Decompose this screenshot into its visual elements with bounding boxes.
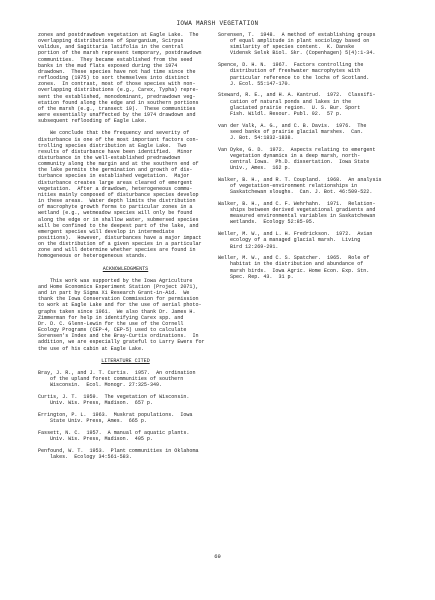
reference-line: seed banks of prairie glacial marshes. Can. [230,128,364,135]
reference-line: Steward, R. E., and H. A. Kantrud. 1972. Classifi- [218,92,376,99]
reference-line: Weller, M. W., and L. H. Fredrickson. 1972. Avian [218,231,373,238]
reference-line: Univ., Ames. 162 p. [230,165,291,172]
page-number: 69 [214,553,221,560]
reference-line: vegetation dynamics in a deep marsh, north- [230,152,361,159]
text-line: banks in the mud flats exposed during the 1974 [38,62,178,69]
text-line: wetland (e.g., wetmeadow species will only be found [38,210,193,217]
text-line: will be confined to the deepest part of the lake, and [38,222,199,229]
text-line: were essentially unaffected by the 1974 drawdown and [38,112,196,119]
text-line: on the distribution of a given species in a particular [38,241,202,248]
reference-line: Curtis, J. T. 1959. The vegetation of Wisconsin. [38,393,190,400]
reference-line: Fish. Wildl. Resour. Publ. 92. 57 p. [230,110,343,117]
reference-line: Errington, P. L. 1963. Muskrat populations. Iowa [38,411,193,418]
text-line: thank the Iowa Conservation Commission for permission [38,296,199,303]
reference-entry [38,394,213,406]
reference-entry [218,231,398,249]
acknowledgments-heading: ACKNOWLEDGMENTS [102,265,149,272]
reference-entry [38,430,213,442]
reference-line: similarity of species content. K. Danske [230,44,355,51]
text-line: turbance species in established vegetation. Major [38,173,190,180]
text-line: vegetation. After a drawdown, heterogeneous commu- [38,185,193,192]
reference-entry [218,201,398,226]
reference-line: ships between derived vegetational gradients and [230,207,376,214]
paragraph-conclusion [38,130,213,259]
text-line: graphs taken since 1961. We also thank Dr. James H. [38,308,196,315]
reference-line: Penfound, W. T. 1953. Plant communities in Oklahoma [38,447,199,454]
reference-line: van der Valk, A. G., and C. B. Davis. 1976. The [218,122,367,129]
reference-line: of the upland forest communities of southern [50,375,184,382]
text-line: in these areas. Water depth limits the distribution [38,198,196,205]
text-line: sent the established, monodominant, predrawdown veg- [38,93,196,100]
reference-line: Spence, D. H. N. 1967. Factors controlling the [218,62,364,69]
text-line: This work was supported by the Iowa Agriculture [50,277,193,284]
text-line: communities. They became established from the seed [38,56,193,63]
reference-line: Saskatchewan sloughs. Can. J. Bot. 46:509-522. [230,189,373,196]
text-line: to work at Eagle Lake and for the use of aerial photo- [38,302,202,309]
reference-line: J. Bot. 54:1832-1838. [230,134,294,141]
reference-line: lakes. Ecology 34:561-583. [50,453,132,460]
text-line: homogeneous or heterogeneous stands. [38,253,148,260]
reference-line: of equal amplitude in plant sociology based on [230,38,370,45]
text-line: Zimmerman for help in identifying Carex spp. and [38,314,184,321]
reference-entry [218,32,398,57]
left-column [38,32,213,466]
text-line: reflooding (1975) to sort themselves into distinct [38,75,190,82]
reference-entry [218,255,398,280]
reference-line: Walker, B. H., and C. F. Wehrhahn. 1971. Relation- [218,201,376,207]
text-line: disturbance creates large areas cleared of emergent [38,179,193,186]
text-line: the lake permits the germination and growth of dis- [38,167,193,174]
reference-line: Spec. Rep. 43. 31 p. [230,273,294,280]
text-line: addition, we are especially grateful to Larry Ewers for [38,339,205,346]
text-line: community along the margin and at the southern end of [38,161,199,168]
reference-entry [218,92,398,117]
reference-line: cation of natural ponds and lakes in the [230,98,352,105]
text-line: zones and postdrawdown vegetation at Eagle Lake. The [38,32,199,38]
running-header: IOWA MARSH VEGETATION [176,20,259,27]
reference-entry [38,412,213,424]
text-line: subsequent reflooding of Eagle Lake. [38,118,148,125]
text-line: results of disturbance have been identified. Minor [38,148,193,155]
text-line: disturbance in the well-established predrawdown [38,154,181,161]
text-line: overlapping distributions of Sparganium, Scirpus [38,38,184,45]
text-line: Ecology Programs (CEP-4, CEP-5) used to calculate [38,327,187,334]
reference-line: glaciated prairie region. U. S. Bur. Sport [230,104,361,111]
text-line: of the marsh (e.g., transect 10). These communities [38,105,196,112]
paragraph-zones [38,32,213,124]
reference-line: Van Dyke, G. D. 1972. Aspects relating to emergent [218,146,376,153]
text-line: We conclude that the frequency and severity of [50,130,190,137]
reference-entry [38,370,213,388]
reference-line: Fassett, N. C. 1957. A manual of aquatic plants. [38,429,190,436]
text-line: zones. In contrast, most of those species with non- [38,81,196,88]
reference-entry [218,62,398,87]
text-line: the use of his cabin at Eagle Lake. [38,345,145,352]
reference-line: Sorensen, T. 1948. A method of establishing groups [218,32,376,38]
reference-line: J. Ecol. 55:147-170. [230,80,291,87]
text-line: emergent species will develop in intermediate [38,228,175,235]
text-line: validus, and Sagittaria latifolia in the central [38,44,184,51]
references-right [218,32,398,280]
text-line: portion of the marsh represent temporary, postdrawdown [38,50,202,57]
reference-line: Vidensk Selsk Biol. Skr. (Copenhagen) 5(4):1-34. [230,50,376,57]
right-column [218,32,398,286]
acknowledgments-text [38,278,213,352]
text-line: Dr. D. C. Glenn-Lewin for the use of the Cornell [38,320,184,327]
reference-line: Wisconsin. Ecol. Monogr. 27:325-349. [50,382,163,389]
reference-line: wetlands. Ecology 52:85-95. [230,219,315,226]
reference-line: Bird 12:269-291. [230,243,279,250]
reference-line: Univ. Wis. Press, Madison. 657 p. [50,400,153,407]
literature-cited-heading: LITERATURE CITED [101,357,150,364]
reference-entry [218,177,398,195]
reference-line: Weller, M. W., and C. S. Spatcher. 1965. Role of [218,255,370,262]
reference-line: particular reference to the lochs of Scotland. [230,74,370,81]
text-line: trolling species distribution at Eagle Lake. Two [38,142,187,149]
reference-entry [38,448,213,460]
text-line: drawdown. These species have not had time since the [38,68,196,75]
reference-line: habitat in the distribution and abundance of [230,261,364,268]
text-line: nities mainly composed of disturbance species develop [38,191,199,198]
reference-line: State Univ. Press, Ames. 665 p. [50,417,147,424]
text-line: etation found along the edge and in southern portions [38,99,199,106]
text-line: of macrophyte growth forms to particular zones in a [38,204,193,211]
reference-line: ecology of a managed glacial marsh. Living [230,237,361,244]
references-left [38,370,213,460]
reference-line: Univ. Wis. Press, Madison. 405 p. [50,435,153,442]
text-line: and Home Economics Experiment Station (Project 2071), [38,283,199,290]
text-line: along the edge or in shallow water, submersed species [38,216,199,223]
text-line: disturbance is one of the most important factors con- [38,136,199,143]
reference-line: marsh birds. Iowa Agric. Home Econ. Exp. Stn. [230,267,370,274]
text-line: and in part by Sigma Xi Research Grant-in-Aid. We [38,290,190,297]
text-line: zone and will determine whether species are found in [38,247,196,254]
reference-line: measured environmental variables in Saskatchewan [230,213,376,220]
reference-line: Walker, B. H., and R. T. Coupland. 1968. An analysis [218,176,382,183]
reference-line: Bray, J. R., and J. T. Curtis. 1957. An ordination [38,369,196,376]
reference-entry [218,123,398,141]
text-line: Sorensen's Index and the Bray-Curtis ordinations. In [38,333,199,340]
reference-line: of vegetation-environment relationships in [230,183,358,190]
text-line: overlapping distributions (e.g., Carex, Typha) repre- [38,87,199,94]
text-line: positions). However, disturbances have a major impact [38,235,202,241]
reference-line: distribution of freshwater macrophytes with [230,68,361,75]
reference-line: central Iowa. Ph.D. dissertation. Iowa State [230,159,370,166]
reference-entry [218,147,398,172]
